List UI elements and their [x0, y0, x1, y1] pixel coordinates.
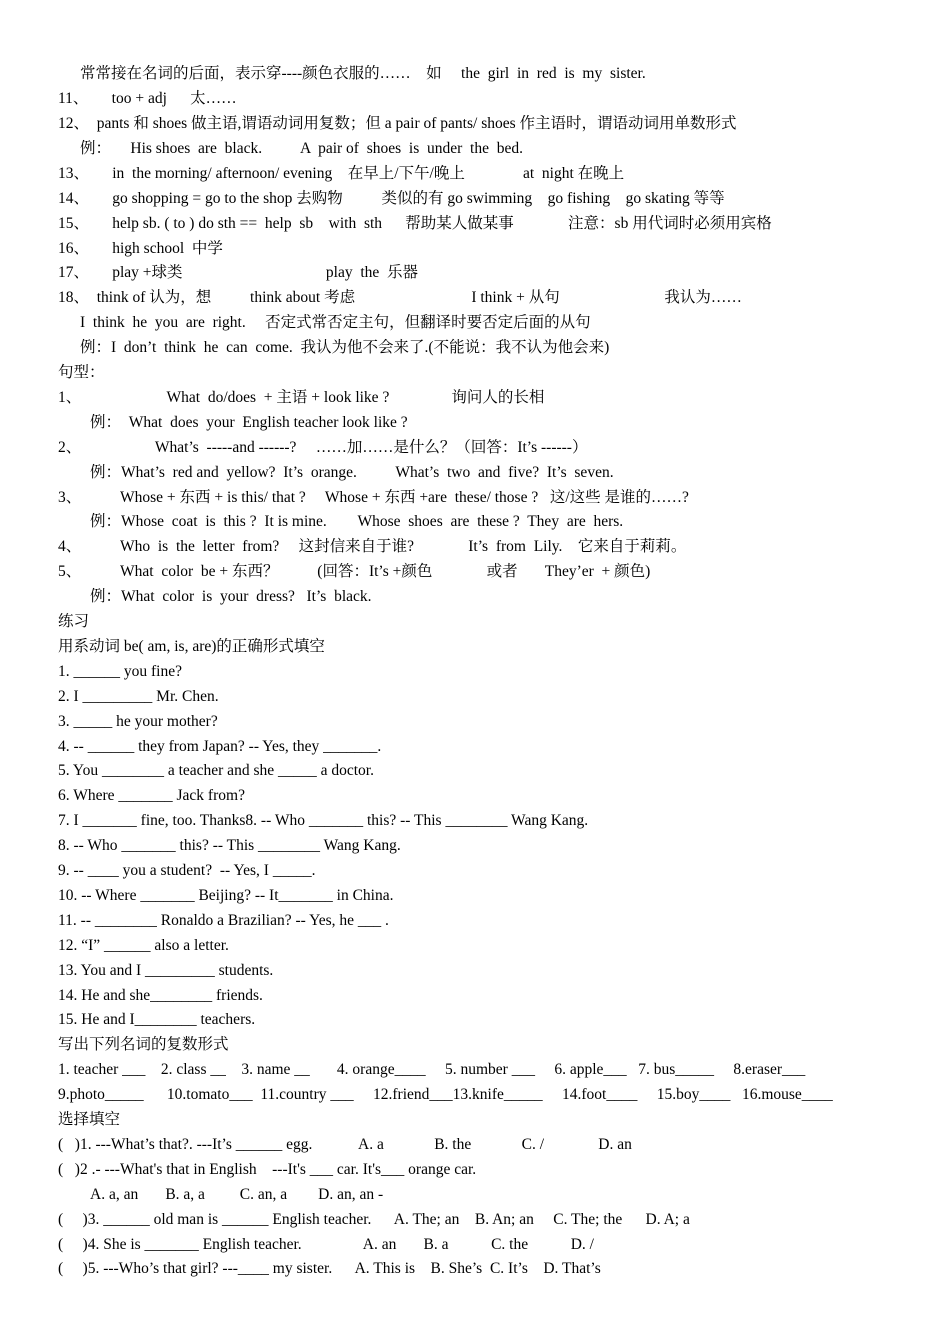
exercise-options: A. a, an B. a, a C. an, a D. an, an -	[90, 1186, 384, 1203]
exercise-item: 7. I _______ fine, too. Thanks8. -- Who _______ this? -- This ________ Wang Kang.	[58, 812, 589, 829]
exercise-item: 4. -- ______ they from Japan? -- Yes, they _______.	[58, 738, 382, 755]
text-line: 11、 too + adj 太……	[58, 90, 237, 107]
text-line: 15、 help sb. ( to ) do sth == help sb with sth 帮助某人做某事 注意：sb 用代词时必须用宾格	[58, 215, 772, 232]
section-heading: 句型：	[58, 364, 105, 381]
exercise-item: ( )5. ---Who’s that girl? ---____ my sister. A. This is B. She’s C. It’s D. That’s	[58, 1260, 601, 1277]
text-line: 16、 high school 中学	[58, 240, 223, 257]
exercise-item: 1. teacher ___ 2. class __ 3. name __ 4. orange____ 5. number ___ 6. apple___ 7. bus_____ 8.eraser___	[58, 1061, 806, 1078]
exercise-instruction: 用系动词 be( am, is, are)的正确形式填空	[58, 638, 325, 655]
exercise-item: ( )1. ---What’s that?. ---It’s ______ egg. A. a B. the C. / D. an	[58, 1136, 632, 1153]
exercise-instruction: 选择填空	[58, 1111, 121, 1128]
exercise-item: 8. -- Who _______ this? -- This ________ Wang Kang.	[58, 837, 401, 854]
exercise-item: 12. “I” ______ also a letter.	[58, 937, 229, 954]
text-line: 例：What color is your dress? It’s black.	[90, 588, 372, 605]
text-line: 例： His shoes are black. A pair of shoes is under the bed.	[80, 140, 523, 157]
exercise-item: 15. He and I________ teachers.	[58, 1011, 256, 1028]
exercise-item: 6. Where _______ Jack from?	[58, 787, 245, 804]
text-line: 例：What’s red and yellow? It’s orange. What’s two and five? It’s seven.	[90, 464, 614, 481]
exercise-item: 14. He and she________ friends.	[58, 987, 263, 1004]
text-line: 1、 What do/does + 主语 + look like ? 询问人的长相	[58, 389, 545, 406]
text-line: I think he you are right. 否定式常否定主句，但翻译时要否定后面的从句	[80, 314, 591, 331]
exercise-item: ( )4. She is _______ English teacher. A. an B. a C. the D. /	[58, 1236, 594, 1253]
text-line: 14、 go shopping = go to the shop 去购物 类似的有 go swimming go fishing go skating 等等	[58, 190, 725, 207]
text-line: 例：I don’t think he can come. 我认为他不会来了.(不能说：我不认为他会来)	[80, 339, 610, 356]
exercise-item: 1. ______ you fine?	[58, 663, 182, 680]
exercise-item: 10. -- Where _______ Beijing? -- It_______ in China.	[58, 887, 394, 904]
exercise-item: 3. _____ he your mother?	[58, 713, 218, 730]
text-line: 12、 pants 和 shoes 做主语,谓语动词用复数；但 a pair of pants/ shoes 作主语时，谓语动词用单数形式	[58, 115, 737, 132]
exercise-item: ( )2 .- ---What's that in English ---It's ___ car. It's___ orange car.	[58, 1161, 477, 1178]
exercise-item: 9. -- ____ you a student? -- Yes, I _____.	[58, 862, 316, 879]
section-heading: 练习	[58, 613, 90, 630]
text-line: 13、 in the morning/ afternoon/ evening 在早上/下午/晚上 at night 在晚上	[58, 165, 625, 182]
text-line: 2、 What’s -----and ------? ……加……是什么？（回答：It’s ------）	[58, 439, 588, 456]
exercise-item: 13. You and I _________ students.	[58, 962, 274, 979]
exercise-item: 2. I _________ Mr. Chen.	[58, 688, 219, 705]
exercise-item: 9.photo_____ 10.tomato___ 11.country ___ 12.friend___13.knife_____ 14.foot____ 15.boy____ 16.mouse____	[58, 1086, 833, 1103]
exercise-item: ( )3. ______ old man is ______ English teacher. A. The; an B. An; an C. The; the D. A; a	[58, 1211, 690, 1228]
text-line: 4、 Who is the letter from? 这封信来自于谁? It’s from Lily. 它来自于莉莉。	[58, 538, 687, 555]
exercise-instruction: 写出下列名词的复数形式	[58, 1036, 229, 1053]
text-line: 17、 play +球类 play the 乐器	[58, 264, 419, 281]
text-line: 5、 What color be + 东西？ (回答：It’s +颜色 或者 They’er + 颜色)	[58, 563, 651, 580]
text-line: 18、 think of 认为，想 think about 考虑 I think + 从句 我认为……	[58, 289, 742, 306]
exercise-item: 5. You ________ a teacher and she _____ a doctor.	[58, 762, 374, 779]
text-line: 例：Whose coat is this ? It is mine. Whose shoes are these ? They are hers.	[90, 513, 624, 530]
exercise-item: 11. -- ________ Ronaldo a Brazilian? -- Yes, he ___ .	[58, 912, 389, 929]
text-line: 常常接在名词的后面，表示穿----颜色衣服的…… 如 the girl in red is my sister.	[80, 65, 646, 82]
text-line: 例： What does your English teacher look like ?	[90, 414, 408, 431]
text-line: 3、 Whose + 东西 + is this/ that ? Whose + 东西 +are these/ those ? 这/这些 是谁的……?	[58, 489, 689, 506]
